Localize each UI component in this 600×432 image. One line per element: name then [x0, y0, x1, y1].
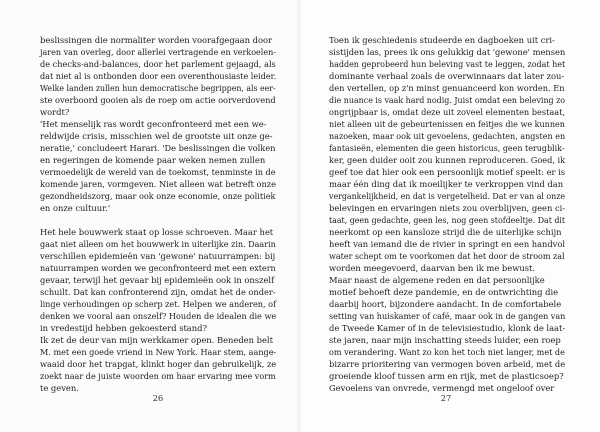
text-line: de Tweede Kamer of in de televisiestudio, klonk de laat- [329, 323, 566, 333]
text-line: heeft van iemand die de rivier in springt en een handvol [329, 239, 565, 249]
text-line: fantasieën, elementen die geen historicus, geen terugblik- [329, 143, 565, 153]
text-line: dominante verhaal zoals de overwinnaars dat later zou- [329, 71, 565, 81]
text-line: Het hele bouwwerk staat op losse schroeven. Maar het [40, 227, 274, 237]
text-line: beslissingen die normaliter worden voorafgegaan door [40, 35, 273, 45]
text-line: waaid door het trapgat, klinkt hoger dan gebruikelijk, ze [40, 359, 277, 369]
text-line: die nuance is vaak hard nodig. Juist omdat een beleving zo [329, 95, 566, 105]
text-line: motief behoeft deze pandemie, en de ontwrichting die [329, 287, 559, 297]
page-number: 27 [440, 393, 452, 403]
text-line: Ik zet de deur van mijn werkkamer open. Beneden belt [40, 335, 273, 345]
text-line: vergankelijkheid, en dat is vergetelheid. Dat er van al onze [329, 191, 566, 201]
text-line: wordt? [40, 107, 70, 117]
text-line: reldwijde crisis, misschien wel de grootste uit onze ge- [40, 131, 273, 141]
right-page-text [329, 34, 565, 394]
text-line: groeiende kloof tussen arm en rijk, met de plasticsoep? [329, 371, 564, 381]
text-line: water schept om te voorkomen dat het door de stroom zal [329, 251, 565, 261]
text-line: sistijden las, prees ik ons gelukkig dat 'gewone' mensen [329, 47, 566, 57]
text-line: neratie,' concludeert Harari. 'De beslissingen die volken [40, 143, 276, 153]
text-line: natuurrampen worden we geconfronteerd met een extern [40, 263, 276, 273]
text-line: linge verhoudingen op scherp zet. Helpen we anderen, of [40, 299, 277, 309]
text-line: en regeringen de komende paar weken nemen zullen [40, 155, 266, 165]
text-line: ker, geen duider ooit zou kunnen reproduceren. Goed, ik [329, 155, 566, 165]
text-line: ste jaren, naar mijn inschatting steeds luider, een roep [329, 335, 561, 345]
text-line: nazoeken, maar ook uit gevoelens, gedachten, angsten en [329, 131, 566, 141]
text-line: gezondheidszorg, maar ook onze economie, onze politiek [40, 191, 276, 201]
text-line: neerkomt op een kansloze strijd die de uiterlijke schijn [329, 227, 562, 237]
text-line: zoekt naar de juiste woorden om haar ervaring mee vorm [40, 371, 276, 381]
text-line: verschillen epidemieën van 'gewone' natuurrampen: bij [40, 251, 276, 261]
text-line: de checks-and-balances, door het parlement gejaagd, als [40, 59, 276, 69]
text-line: en onze cultuur.' [40, 203, 111, 213]
text-line: jaren van overleg, door allerlei vertragende en verkoelen- [40, 47, 276, 57]
text-line: dat niet al is ontbonden door een overenthousiaste leider. [40, 71, 277, 81]
text-line: bizarre prioritering van vermogen boven arbeid, met de [329, 359, 566, 369]
text-line: taat, geen gedachte, geen les, nog geen stofdeeltje. Dat dit [329, 215, 566, 225]
text-line: Gevoelens van onvrede, vermengd met ongeloof over [329, 383, 555, 393]
text-line: worden meegevoerd, daarvan ben ik me bewust. [329, 263, 535, 273]
text-line: vermoedelijk de wereld van de toekomst, tenminste in de [40, 167, 276, 177]
text-line: schuilt. Dat kan confronterend zijn, omdat het de onder- [40, 287, 276, 297]
text-line: Welke landen zullen hun democratische begrippen, als eer- [40, 83, 276, 93]
text-line: hadden geprobeerd hun beleving vast te leggen, zodat het [329, 59, 566, 69]
text-line: niet alleen uit de gebeurtenissen en feitjes die we kunnen [329, 119, 565, 129]
text-line: ste overboord gooien als de roep om actie oorverdovend [40, 95, 276, 105]
text-line: denken we vooral aan onszelf? Houden de idealen die we [40, 311, 277, 321]
text-line: geef toe dat hier ook een persoonlijk motief speelt: er is [329, 167, 566, 177]
right-page [300, 0, 600, 432]
text-line: 'Het menselijk ras wordt geconfronteerd met een we- [40, 119, 267, 129]
text-line: den vertellen, op z'n minst genuanceerd kon worden. En [329, 83, 565, 93]
text-line: belevingen en ervaringen niets zou overblijven, geen ci- [329, 203, 566, 213]
text-line: gevaar, terwijl het gevaar bij epidemieën ook in onszelf [40, 275, 275, 285]
text-line: daarbij hoort, bijzondere aandacht. In de comfortabele [329, 299, 562, 309]
text-line: setting van huiskamer of café, maar ook in de gangen van [329, 311, 566, 321]
text-line: M. met een goede vriend in New York. Haar stem, aange- [40, 347, 277, 357]
text-line: om verandering. Want zo kon het toch niet langer, met de [329, 347, 565, 357]
text-line: in vredestijd hebben gekoesterd stand? [40, 323, 207, 333]
text-line: Maar naast de algemene reden en dat persoonlijke [329, 275, 545, 285]
text-line: te geven. [40, 383, 79, 393]
text-line: maar één ding dat ik moeilijker te verkroppen vind dan [329, 179, 564, 189]
text-line: gaat niet alleen om het bouwwerk in uiterlijke zin. Daarin [40, 239, 276, 249]
section-break [40, 214, 276, 226]
page-number: 26 [152, 393, 164, 403]
left-page-text [40, 34, 276, 394]
text-line: Toen ik geschiedenis studeerde en dagboeken uit cri- [329, 35, 555, 45]
text-line: ongrijpbaar is, omdat deze uit zoveel elementen bestaat, [329, 107, 566, 117]
text-line: komende jaren, vormgeven. Niet alleen wat betreft onze [40, 179, 276, 189]
